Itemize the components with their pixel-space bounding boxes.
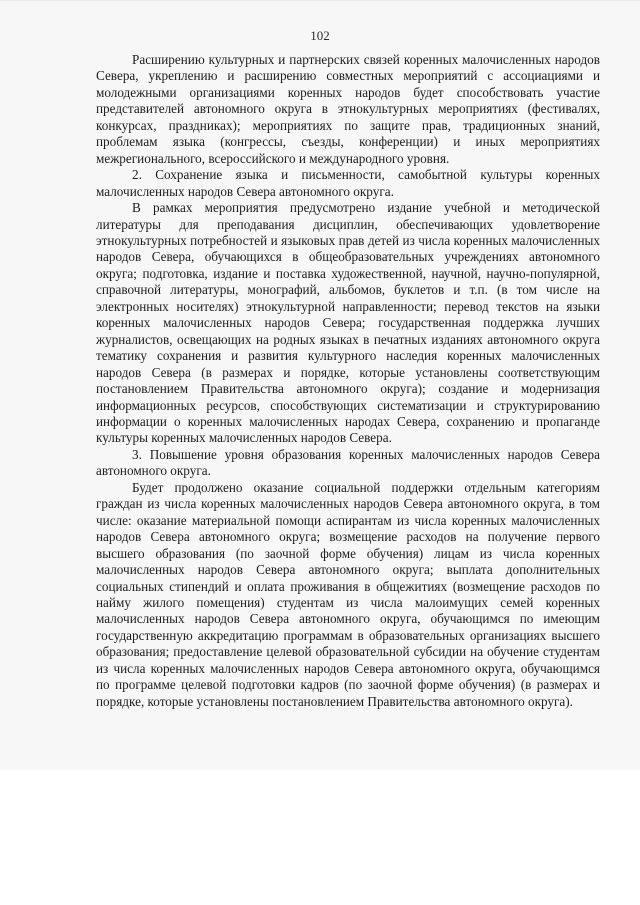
- document-body: [96, 52, 600, 710]
- blank-area-below-page: [0, 770, 640, 905]
- paragraph-cultural-ties: Расширению культурных и партнерских связей коренных малочисленных народов Севера, укреплению и расширению совместных мероприятий с ассоциациями и молодежными организациями коренных народов будет способствовать участие представителей автономного округа в этнокультурных мероприятиях (фестивалях, конкурсах, праздниках); мероприятиях по защите прав, традиционных знаний, проблемам языка (конгрессы, съезды, конференции) и иных мероприятиях межрегионального, всероссийского и международного уровня.: [96, 52, 600, 166]
- page-number: 102: [310, 28, 330, 43]
- paragraph-social-support: Будет продолжено оказание социальной поддержки отдельным категориям граждан из числа коренных малочисленных народов Севера автономного округа, в том числе: оказание материальной помощи аспирантам из числа коренных малочисленных народов Севера автономного округа; возмещение расходов на получение первого высшего образования (по заочной форме обучения) лицам из числа коренных малочисленных народов Севера автономного округа; выплата дополнительных социальных стипендий и оплата проживания в общежитиях (возмещение расходов по найму жилого помещения) студентам из числа малоимущих семей коренных малочисленных народов Севера автономного округа, обучающимся по имеющим государственную аккредитацию программам в образовательных организациях высшего образования; предоставление целевой образовательной субсидии на обучение студентам из числа коренных малочисленных народов Севера автономного округа, обучающимся по программе целевой подготовки кадров (по заочной форме обучения) (в размерах и порядке, которые установлены постановлением Правительства автономного округа).: [96, 479, 600, 709]
- paragraph-section-2-heading: 2. Сохранение языка и письменности, самобытной культуры коренных малочисленных народов Севера автономного округа.: [96, 167, 600, 199]
- paragraph-section-3-heading: 3. Повышение уровня образования коренных малочисленных народов Севера автономного округа.: [96, 446, 600, 479]
- paragraph-publishing: В рамках мероприятия предусмотрено издание учебной и методической литературы для преподавания дисциплин, обеспечивающих удовлетворение этнокультурных потребностей и языковых прав детей из числа коренных малочисленных народов Севера, обучающихся в общеобразовательных учреждениях автономного округа; подготовка, издание и поставка художественной, научной, научно-популярной, справочной литературы, монографий, альбомов, буклетов и т.п. (в том числе на электронных носителях) этнокультурной направленности; перевод текстов на языки коренных малочисленных народов Севера; государственная поддержка лучших журналистов, освещающих на родных языках в печатных изданиях автономного округа тематику сохранения и развития культурного наследия коренных малочисленных народов Севера (в размерах и порядке, которые установлены соответствующим постановлением Правительства автономного округа); создание и модернизация информационных ресурсов, способствующих систематизации и структурированию информации о коренных малочисленных народах Севера, сохранению и пропаганде культуры коренных малочисленных народов Севера.: [96, 200, 600, 446]
